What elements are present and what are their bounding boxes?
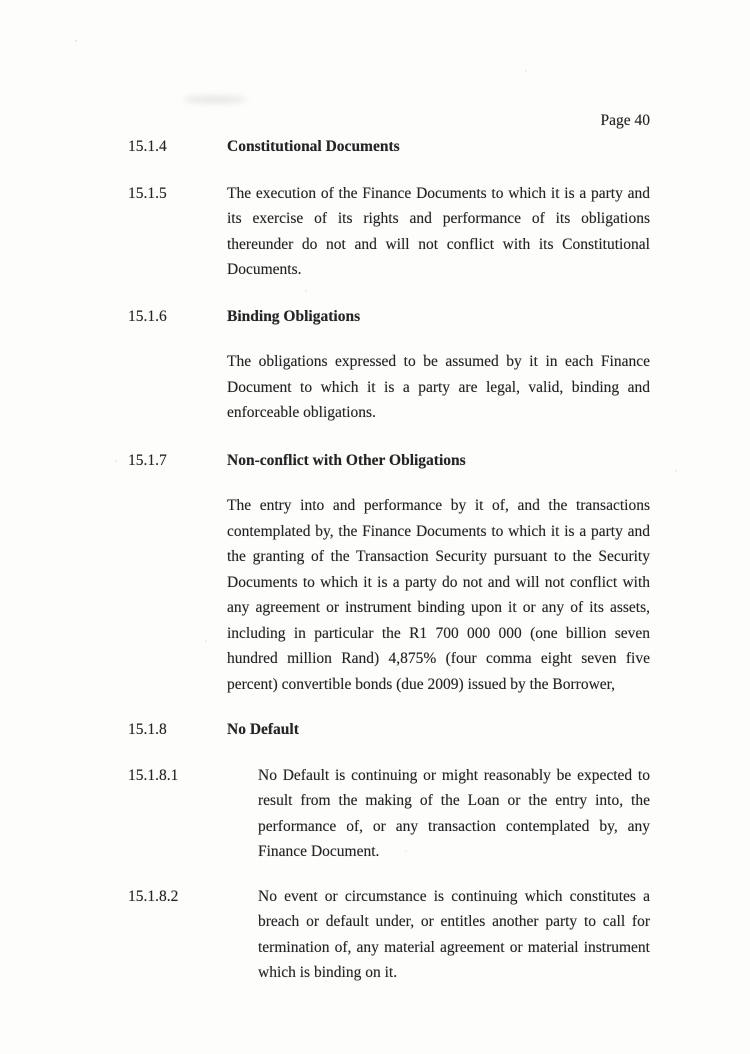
section-row-15-1-5 xyxy=(128,181,650,283)
section-number: 15.1.8.1 xyxy=(128,766,179,784)
section-number: 15.1.6 xyxy=(128,307,167,325)
section-row-15-1-8-1 xyxy=(128,763,650,865)
section-number: 15.1.7 xyxy=(128,451,167,469)
section-row-15-1-4 xyxy=(128,134,650,160)
section-row-15-1-8 xyxy=(128,717,650,743)
section-number: 15.1.4 xyxy=(128,138,167,155)
section-body: The execution of the Finance Documents to which it is a party and its exercise of its rights and performance of its obligations thereunder do not and will not conflict with its Constitutional Documents. xyxy=(227,184,650,278)
section-body: No Default is continuing or might reasonably be expected to result from the making of the Loan or the entry into, the performance of, or any transaction contemplated by, any Finance Document. xyxy=(258,766,650,860)
section-body-row-15-1-7 xyxy=(128,493,650,697)
section-number: 15.1.8 xyxy=(128,721,167,738)
section-number: 15.1.5 xyxy=(128,184,167,202)
page-number-label: Page 40 xyxy=(600,112,650,129)
section-number: 15.1.8.2 xyxy=(128,887,179,905)
section-body: The obligations expressed to be assumed by it in each Finance Document to which it is a party are legal, valid, binding and enforceable obligations. xyxy=(227,353,650,421)
section-heading: Non-conflict with Other Obligations xyxy=(227,451,466,469)
section-heading: No Default xyxy=(227,721,299,738)
section-body: No event or circumstance is continuing which constitutes a breach or default under, or entitles another party to call for termination of, any material agreement or material instrument which is binding on it. xyxy=(258,887,650,981)
section-body-row-15-1-6 xyxy=(128,349,650,426)
section-row-15-1-6 xyxy=(128,304,650,330)
section-heading: Binding Obligations xyxy=(227,307,361,325)
section-row-15-1-8-2 xyxy=(128,884,650,986)
section-heading: Constitutional Documents xyxy=(227,138,400,155)
section-row-15-1-7 xyxy=(128,448,650,474)
section-body: The entry into and performance by it of, and the transactions contemplated by, the Finance Documents to which it is a party and the granting of the Transaction Security pursuant to the Security Documents to which it is a party do not and will not conflict with any agreement or instrument binding upon it or any of its assets, including in particular the R1 700 000 000 (one billion seven hundred million Rand) 4,875% (four comma eight seven five percent) convertible bonds (due 2009) issued by the Borrower, xyxy=(227,497,650,693)
